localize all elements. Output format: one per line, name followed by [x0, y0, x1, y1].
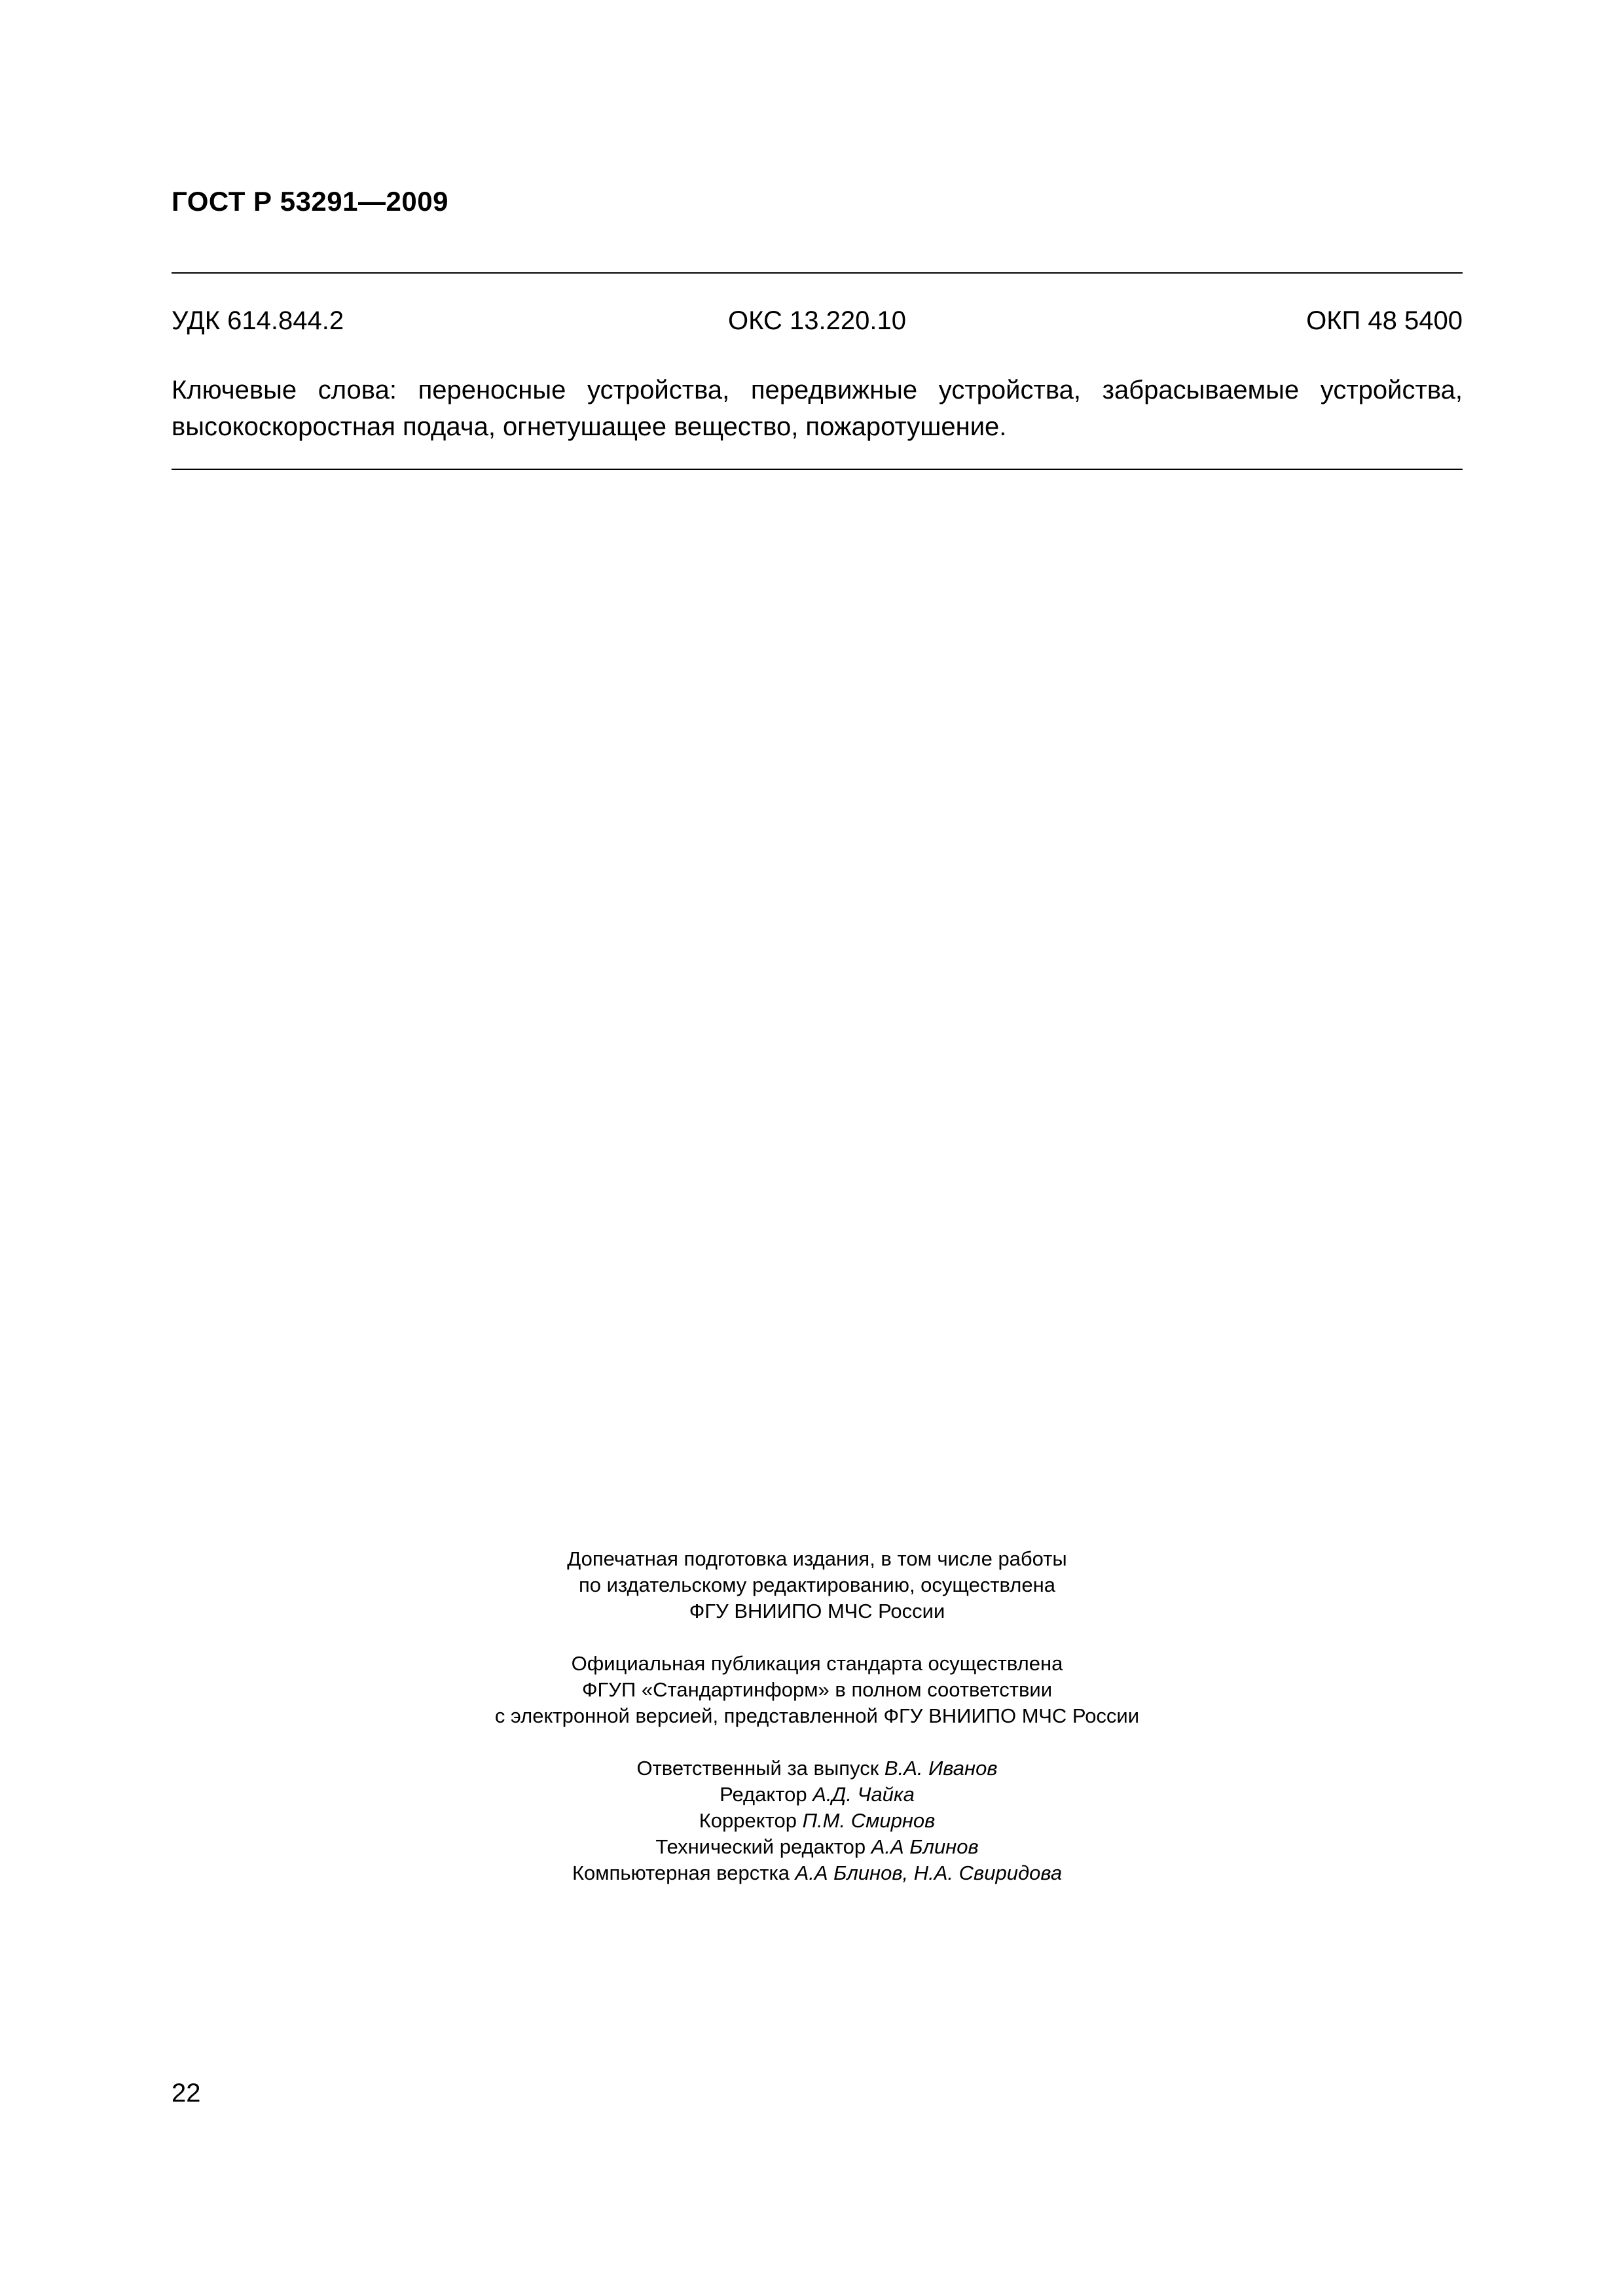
keywords-paragraph: Ключевые слова: переносные устройства, передвижные устройства, забрасываемые устройства, высокоскоростная подача, огнетушащее вещество, пожаротушение.: [172, 376, 1463, 441]
credit-line: [172, 1834, 1463, 1860]
top-divider: [172, 272, 1463, 274]
credit-role: Редактор: [720, 1783, 807, 1806]
publication-line: ФГУП «Стандартинформ» в полном соответствии: [581, 1678, 1053, 1701]
imprint-block: [172, 1546, 1463, 1886]
okp-code: ОКП 48 5400: [1306, 306, 1463, 335]
credit-name: А.А Блинов: [871, 1835, 979, 1858]
document-code: ГОСТ Р 53291—2009: [172, 186, 448, 217]
credit-role: Компьютерная верстка: [572, 1861, 790, 1884]
credit-name: В.А. Иванов: [884, 1757, 998, 1780]
prepress-line: ФГУ ВНИИПО МЧС России: [689, 1600, 945, 1623]
credit-name: А.А Блинов, Н.А. Свиридова: [795, 1861, 1063, 1884]
credit-name: А.Д. Чайка: [812, 1783, 915, 1806]
oks-code: ОКС 13.220.10: [728, 306, 906, 335]
udc-code: УДК 614.844.2: [172, 306, 344, 335]
credit-role: Технический редактор: [655, 1835, 866, 1858]
prepress-note: [172, 1546, 1463, 1624]
publication-line: с электронной версией, представленной ФГУ ВНИИПО МЧС России: [494, 1704, 1140, 1727]
credit-name: П.М. Смирнов: [802, 1809, 936, 1832]
credit-line: [172, 1782, 1463, 1808]
bottom-divider: [172, 469, 1463, 470]
credit-role: Корректор: [699, 1809, 797, 1832]
publication-line: Официальная публикация стандарта осуществлена: [571, 1652, 1063, 1675]
credit-line: [172, 1808, 1463, 1834]
page-number: 22: [172, 2079, 201, 2108]
classification-row: [172, 306, 1463, 340]
credit-line: [172, 1755, 1463, 1782]
publication-note: [172, 1651, 1463, 1729]
prepress-line: по издательскому редактированию, осуществлена: [579, 1573, 1055, 1596]
prepress-line: Допечатная подготовка издания, в том числе работы: [567, 1547, 1067, 1570]
credit-role: Ответственный за выпуск: [636, 1757, 879, 1780]
credit-line: [172, 1860, 1463, 1886]
staff-credits: [172, 1755, 1463, 1886]
